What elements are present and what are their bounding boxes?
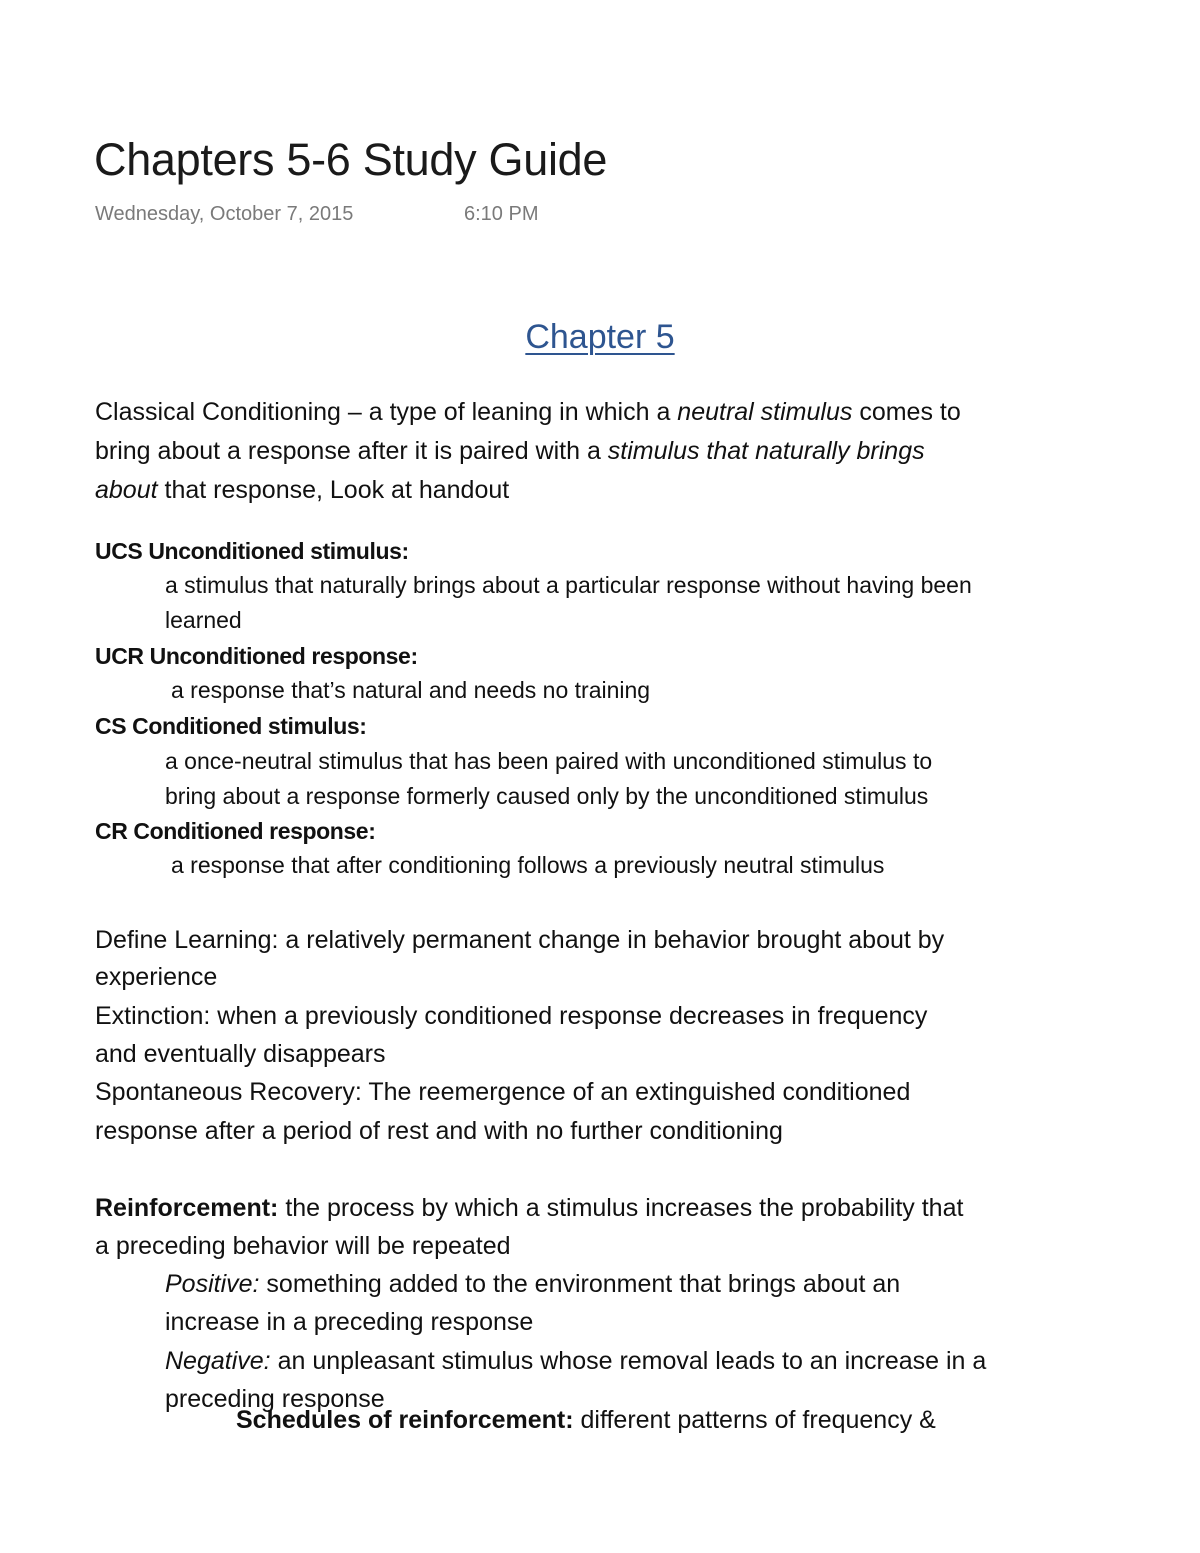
- classical-conditioning-line-2: bring about a response after it is paired with a stimulus that naturally brings: [95, 437, 925, 465]
- term-cr-definition-1: a response that after conditioning follows a previously neutral stimulus: [171, 852, 885, 878]
- definition-learning-2: experience: [95, 963, 218, 991]
- term-ucr: UCR Unconditioned response:: [95, 643, 418, 669]
- classical-conditioning-line-3: about that response, Look at handout: [95, 476, 510, 504]
- schedules-of-reinforcement-line: Schedules of reinforcement: different patterns of frequency &: [236, 1406, 936, 1434]
- chapter-heading: Chapter 5: [525, 318, 675, 356]
- definition-extinction-1: Extinction: when a previously conditioned response decreases in frequency: [95, 1002, 928, 1030]
- term-ucr-definition-1: a response that’s natural and needs no training: [171, 677, 651, 703]
- page-title: Chapters 5-6 Study Guide: [94, 134, 608, 185]
- term-cr: CR Conditioned response:: [95, 818, 376, 844]
- negative-reinforcement-line-1: Negative: an unpleasant stimulus whose removal leads to an increase in a: [165, 1347, 987, 1375]
- definition-extinction-2: and eventually disappears: [95, 1040, 386, 1068]
- term-ucs-definition-2: learned: [165, 607, 242, 633]
- definition-recovery-2: response after a period of rest and with no further conditioning: [95, 1117, 783, 1145]
- note-time: 6:10 PM: [464, 203, 539, 225]
- definition-learning-1: Define Learning: a relatively permanent change in behavior brought about by: [95, 926, 945, 954]
- term-ucs-definition-1: a stimulus that naturally brings about a particular response without having been: [165, 572, 972, 598]
- term-cs: CS Conditioned stimulus:: [95, 713, 367, 739]
- negative-reinforcement-line-2: preceding response: [165, 1385, 385, 1413]
- definition-recovery-1: Spontaneous Recovery: The reemergence of an extinguished conditioned: [95, 1078, 911, 1106]
- term-cs-definition-1: a once-neutral stimulus that has been paired with unconditioned stimulus to: [165, 748, 933, 774]
- reinforcement-line-2: a preceding behavior will be repeated: [95, 1232, 511, 1260]
- positive-reinforcement-line-1: Positive: something added to the environment that brings about an: [165, 1270, 901, 1298]
- term-ucs: UCS Unconditioned stimulus:: [95, 538, 409, 564]
- note-date: Wednesday, October 7, 2015: [95, 203, 354, 225]
- clipped-line-region: [0, 1406, 1200, 1438]
- classical-conditioning-line-1: Classical Conditioning – a type of leaning in which a neutral stimulus comes to: [95, 398, 961, 426]
- positive-reinforcement-line-2: increase in a preceding response: [165, 1308, 534, 1336]
- reinforcement-line-1: Reinforcement: the process by which a stimulus increases the probability that: [95, 1194, 964, 1222]
- term-cs-definition-2: bring about a response formerly caused only by the unconditioned stimulus: [165, 783, 929, 809]
